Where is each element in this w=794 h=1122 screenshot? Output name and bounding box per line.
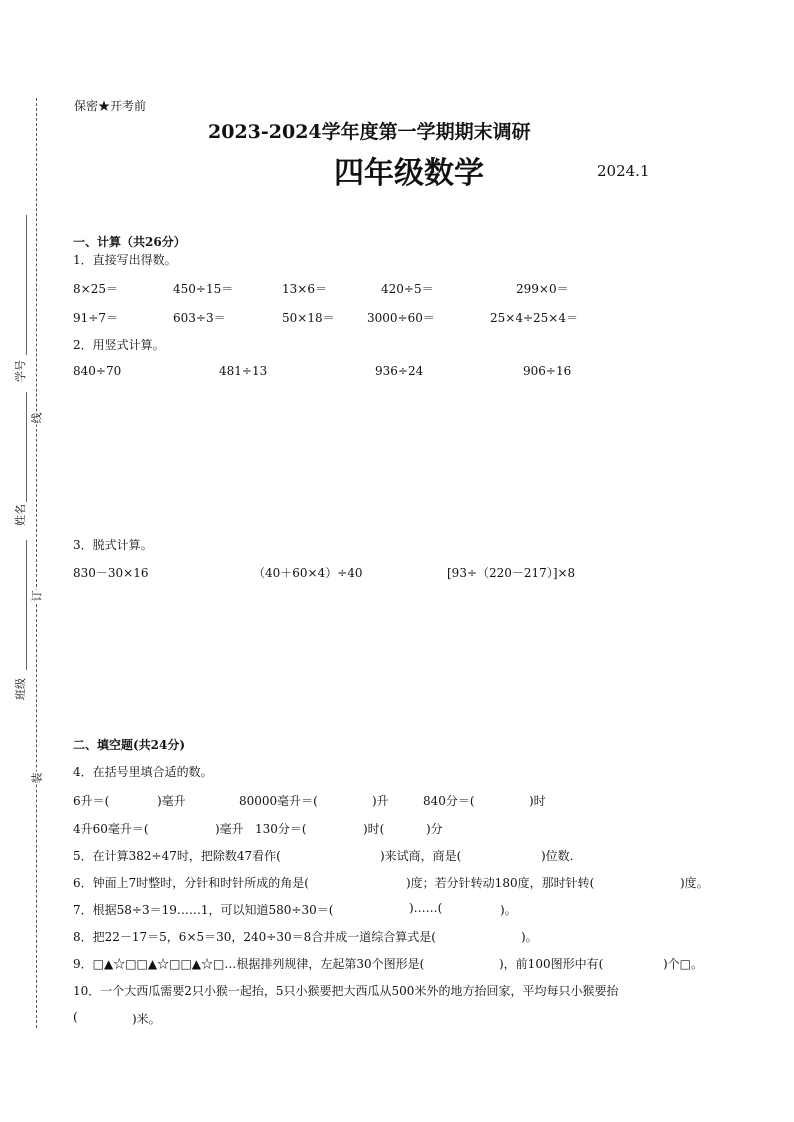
q1-item: 13×6＝ [282,282,327,296]
q2-title: 2．用竖式计算。 [73,338,165,352]
q1-title: 1．直接写出得数。 [73,253,177,267]
q1-item: 420÷5＝ [381,282,434,296]
q9-text: 9．□▲☆□□▲☆□□▲☆□…根据排列规律，左起第30个图形是( [73,957,425,971]
q9-text: )个□。 [663,957,704,971]
subject-title: 四年级数学 [334,156,484,191]
q3-item: [93÷（220－217）]×8 [447,566,576,580]
student-id-rule [26,215,27,355]
q8-text: 8．把22－17＝5，6×5＝30，240÷30＝8合并成一道综合算式是( [73,930,436,944]
q2-item: 840÷70 [73,364,122,378]
q2-item: 936÷24 [375,364,424,378]
name-rule [26,392,27,502]
exam-title: 2023-2024学年度第一学期期末调研 [208,121,531,143]
q1-item: 50×18＝ [282,311,335,325]
q4-title: 4．在括号里填合适的数。 [73,765,213,779]
q10-text: ( [73,1010,78,1024]
q1-item: 91÷7＝ [73,311,118,325]
bind-char-ding: 订 [30,590,44,602]
bind-char-xian: 线 [30,412,44,424]
student-id-label: 学号 [14,360,27,382]
q5-text: )来试商，商是( [380,849,462,863]
q2-item: 906÷16 [523,364,572,378]
q6-text: )度。 [680,876,709,890]
q7-text: 7．根据58÷3＝19……1，可以知道580÷30＝( [73,903,334,917]
q4-blank-text: 130分＝( [255,822,307,836]
q2-item: 481÷13 [219,364,268,378]
q7-text: )。 [500,903,517,917]
secret-label: 保密★开考前 [74,99,147,113]
q1-item: 299×0＝ [516,282,569,296]
q1-item: 25×4÷25×4＝ [490,311,578,325]
q4-blank-text: )升 [372,794,389,808]
q7-text: )……( [409,901,443,915]
q4-blank-text: 80000毫升＝( [239,794,318,808]
class-rule [26,540,27,670]
q1-item: 450÷15＝ [173,282,234,296]
class-label: 班级 [14,678,27,700]
q4-blank-text: 840分＝( [423,794,475,808]
q4-blank-text: )时( [363,822,385,836]
section2-heading: 二、填空题(共24分) [73,738,186,752]
q4-blank-text: 4升60毫升＝( [73,822,149,836]
q4-blank-text: 6升＝( [73,794,110,808]
name-label: 姓名 [14,504,27,526]
q1-item: 8×25＝ [73,282,118,296]
q4-blank-text: )毫升 [157,794,186,808]
q5-text: 5．在计算382÷47时，把除数47看作( [73,849,281,863]
q3-item: 830－30×16 [73,566,149,580]
bind-char-zhuang: 装 [30,772,44,784]
q6-text: 6．钟面上7时整时，分针和时针所成的角是( [73,876,309,890]
q10-text: 10．一个大西瓜需要2只小猴一起抬，5只小猴要把大西瓜从500米外的地方抬回家，平均每只小猴要抬 [73,984,619,998]
q1-item: 603÷3＝ [173,311,226,325]
q10-text: )米。 [132,1012,161,1026]
section1-heading: 一、计算（共26分） [73,235,186,249]
q4-blank-text: )毫升 [215,822,244,836]
q5-text: )位数. [541,849,574,863]
binding-dashed-line [36,98,37,1028]
q4-blank-text: )分 [426,822,443,836]
q9-text: )，前100图形中有( [499,957,604,971]
q6-text: )度；若分针转动180度，那时针转( [406,876,595,890]
q3-item: （40＋60×4）÷40 [253,566,363,580]
q1-item: 3000÷60＝ [367,311,435,325]
q3-title: 3．脱式计算。 [73,538,153,552]
exam-date: 2024.1 [597,162,650,180]
q8-text: )。 [521,930,538,944]
q4-blank-text: )时 [529,794,546,808]
